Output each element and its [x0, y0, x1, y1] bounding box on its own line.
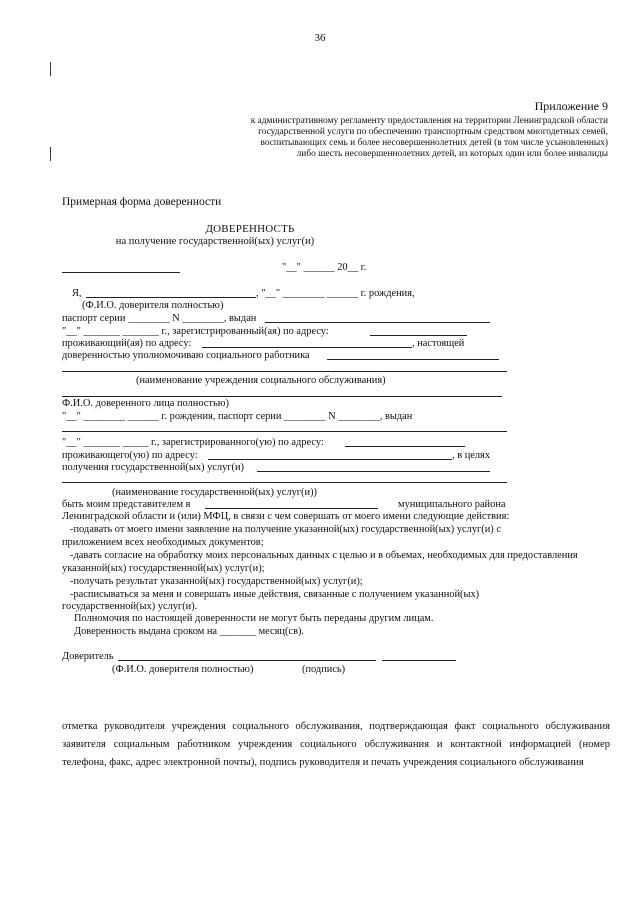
footer-note: отметка руководителя учреждения социального обслуживания, подтверждающая факт социального обслуживания заявителя социальным работником учреждения социального обслуживания и контактной информацией (номер телефона, факс, адрес электронной почты), подпись руководителя и печать учреждения социального обслуживания	[62, 721, 610, 768]
principal-birth: , "__" ________ ______ г. рождения,	[256, 288, 415, 299]
action-submit-cont: приложением всех необходимых документов;	[62, 537, 264, 548]
service-blank	[257, 471, 490, 472]
attorney-registered-blank	[345, 446, 465, 447]
principal-caption: (Ф.И.О. доверителя полностью)	[82, 300, 224, 311]
attorney-caption: Ф.И.О. доверенного лица полностью)	[62, 398, 229, 409]
principal-residence: проживающий(ая) по адресу:	[62, 338, 192, 349]
action-consent-cont: указанной(ых) государственной(ых) услуг(и);	[62, 563, 265, 574]
attorney-passport: "__" ________ ______ г. рождения, паспорт серии ________ N ________, выдан	[62, 411, 413, 422]
action-receive: -получать результат указанной(ых) государственной(ых) услуг(и);	[70, 576, 363, 587]
attorney-issuer-blank	[62, 431, 507, 432]
actions-intro: Ленинградской области и (или) МФЦ, в связи с чем совершать от моего имени следующие действия:	[62, 511, 510, 522]
residence-address-blank	[202, 347, 412, 348]
action-sign: -расписываться за меня и совершать иные действия, связанные с получением указанной(ых)	[70, 589, 480, 600]
principal-prefix: Я,	[72, 288, 82, 299]
principal-registered: "__" _______ _______ г., зарегистрированный(ая) по адресу:	[62, 326, 329, 337]
attorney-residence: проживающего(ую) по адресу:	[62, 450, 198, 461]
representative-line: быть моим представителем в	[62, 499, 191, 510]
document-subtitle: на получение государственной(ых) услуг(и)	[115, 236, 315, 247]
attorney-registered: "__" _______ _____ г., зарегистрированного(ую) по адресу:	[62, 437, 324, 448]
principal-passport: паспорт серии ________ N ________, выдан	[62, 313, 257, 324]
principal-signature-blank	[382, 660, 456, 661]
page-number: 36	[314, 32, 326, 44]
place-blank	[62, 272, 180, 273]
appendix-line: либо шесть несовершеннолетних детей, из которых один или более инвалиды	[296, 149, 608, 159]
service-caption: (наименование государственной(ых) услуг(и))	[112, 487, 317, 498]
registered-address-blank	[370, 335, 467, 336]
institution-blank	[62, 371, 507, 372]
date-line: "__" ______ 20__ г.	[282, 262, 367, 273]
representative-suffix: муниципального района	[398, 499, 506, 510]
principal-signature-label: Доверитель	[62, 651, 114, 662]
action-submit: -подавать от моего имени заявление на получение указанной(ых) государственной(ых) услуг(и) с	[70, 524, 501, 535]
institution-caption: (наименование учреждения социального обслуживания)	[136, 375, 386, 386]
signature-caption-sign: (подпись)	[302, 664, 346, 675]
service-line: получения государственной(ых) услуг(и)	[62, 462, 245, 473]
form-title: Примерная форма доверенности	[62, 196, 222, 208]
document-title: ДОВЕРЕННОСТЬ	[205, 223, 295, 235]
authorize-line: доверенностью уполномочиваю социального работника	[62, 350, 310, 361]
action-consent: -давать согласие на обработку моих персональных данных с целью и в объемах, необходимых для предоставления	[70, 550, 578, 561]
signature-caption-name: (Ф.И.О. доверителя полностью)	[112, 664, 254, 675]
appendix-heading: Приложение 9	[534, 99, 608, 113]
principal-residence-suffix: , настоящей	[412, 338, 465, 349]
service-blank-2	[62, 482, 507, 483]
social-worker-blank	[327, 359, 499, 360]
appendix-line: воспитывающих семь и более несовершеннолетних детей (в том числе усыновленных)	[260, 138, 608, 148]
appendix-line: к административному регламенту предоставления на территории Ленинградской области	[250, 116, 608, 126]
attorney-residence-blank	[208, 459, 452, 460]
appendix-line: государственной услуги по обеспечению транспортным средством многодетных семей,	[258, 127, 608, 137]
attorney-residence-suffix: , в целях	[452, 450, 491, 461]
action-sign-cont: государственной(ых) услуг(и).	[62, 601, 198, 612]
passport-issuer-blank	[265, 322, 490, 323]
district-blank	[205, 508, 378, 509]
margin-mark-top	[50, 62, 51, 76]
principal-signature-name-blank	[118, 660, 376, 661]
principal-name-blank	[86, 297, 256, 298]
validity-note: Доверенность выдана сроком на _______ месяц(св).	[74, 626, 305, 637]
margin-mark-bottom	[50, 147, 51, 161]
powers-note: Полномочия по настоящей доверенности не могут быть переданы другим лицам.	[74, 613, 434, 624]
